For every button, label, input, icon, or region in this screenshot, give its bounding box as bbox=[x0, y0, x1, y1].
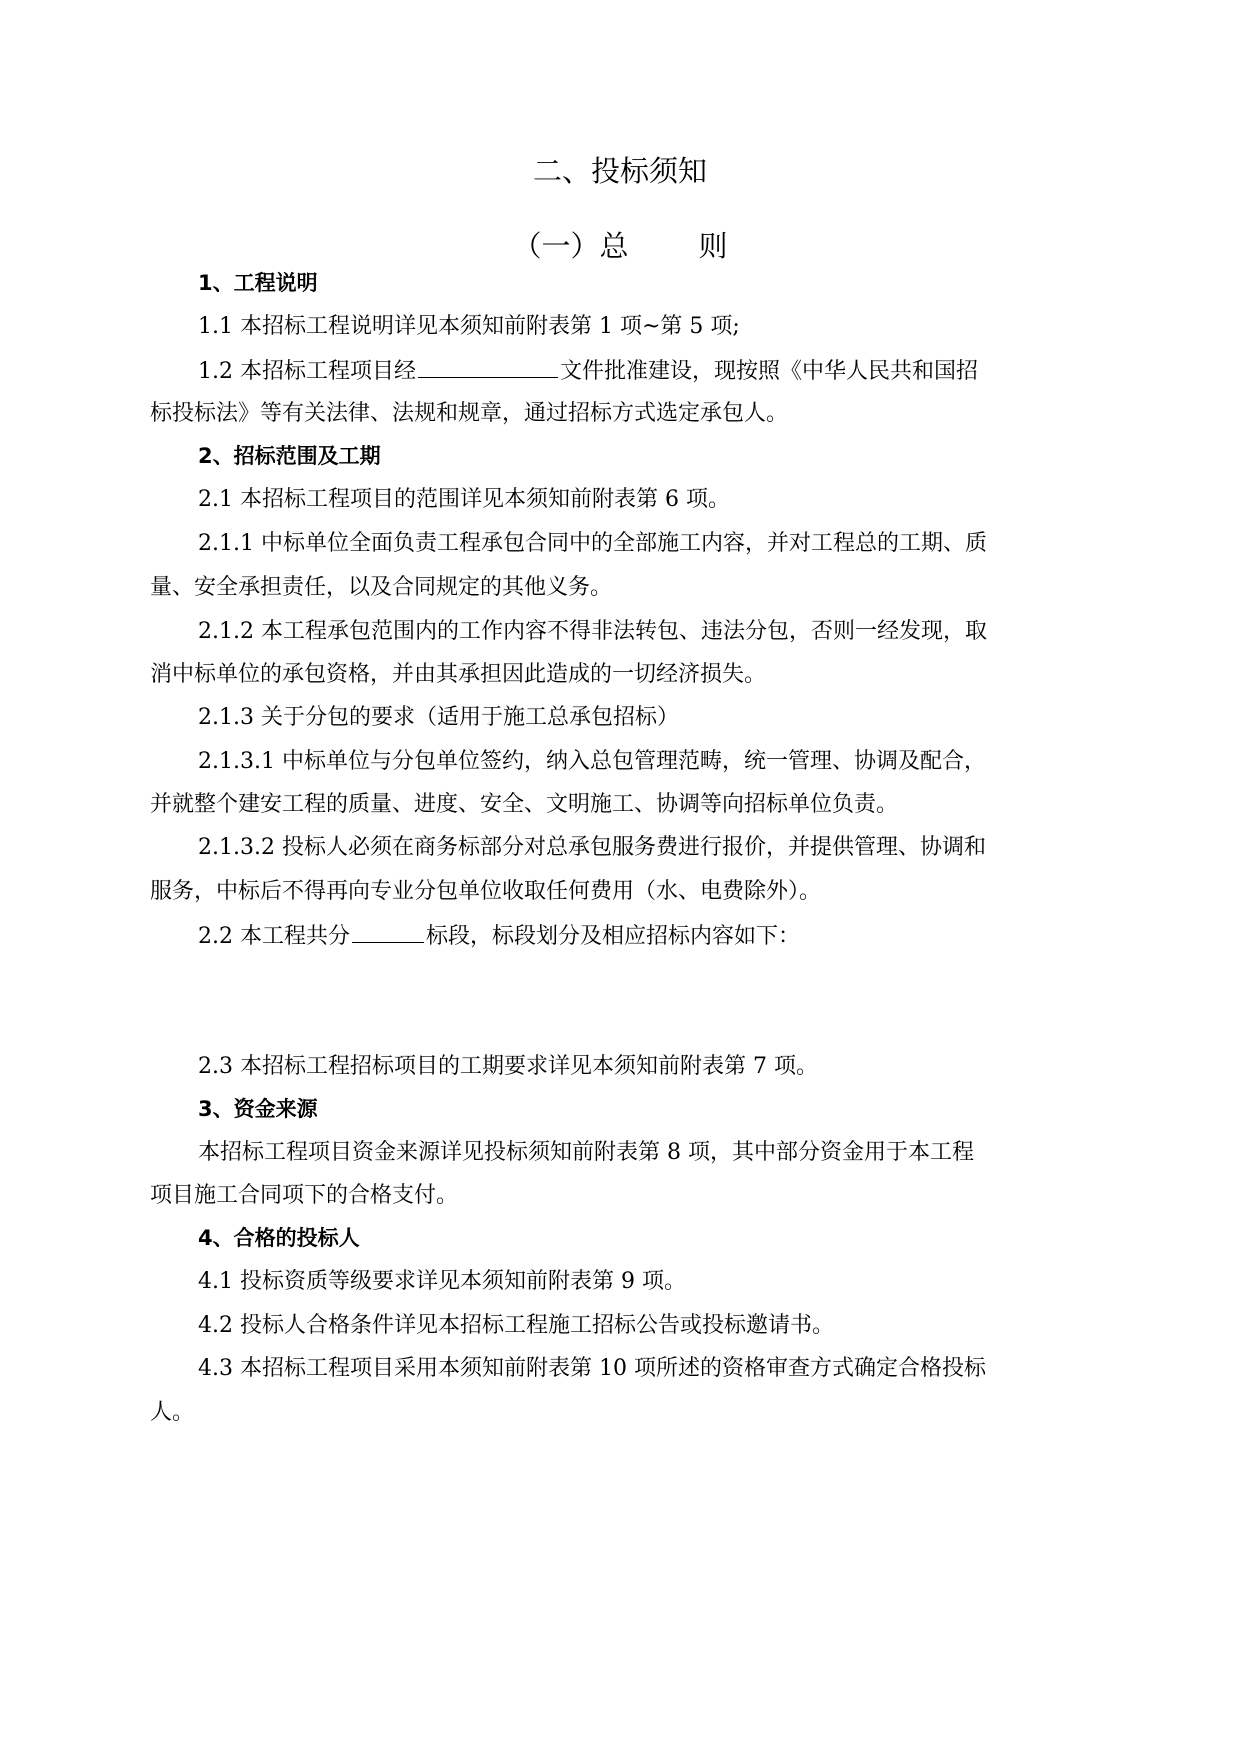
paragraph-1-2-line2: 标投标法》等有关法律、法规和规章，通过招标方式选定承包人。 bbox=[150, 401, 789, 426]
paragraph-1-1: 1.1 本招标工程说明详见本须知前附表第 1 项~第 5 项; bbox=[198, 314, 740, 339]
paragraph-4-3-line1: 4.3 本招标工程项目采用本须知前附表第 10 项所述的资格审查方式确定合格投标 bbox=[198, 1356, 986, 1381]
paragraph-2-1-3-2-line2: 服务，中标后不得再向专业分包单位收取任何费用（水、电费除外）。 bbox=[150, 879, 822, 904]
section-title-part1: （一）总 bbox=[512, 229, 629, 263]
fill-in-blank-section-count bbox=[352, 920, 424, 943]
paragraph-2-1-1-line2: 量、安全承担责任，以及合同规定的其他义务。 bbox=[150, 575, 613, 600]
paragraph-4-1: 4.1 投标资质等级要求详见本须知前附表第 9 项。 bbox=[198, 1269, 686, 1294]
paragraph-4-3-line2: 人。 bbox=[150, 1400, 195, 1425]
heading-2: 2、招标范围及工期 bbox=[198, 444, 381, 468]
section-title-part2: 则 bbox=[698, 229, 728, 263]
paragraph-2-2 bbox=[150, 920, 1138, 952]
heading-3: 3、资金来源 bbox=[198, 1097, 318, 1121]
paragraph-2-3: 2.3 本招标工程招标项目的工期要求详见本须知前附表第 7 项。 bbox=[198, 1054, 818, 1079]
paragraph-2-1-3-1-line1: 2.1.3.1 中标单位与分包单位签约，纳入总包管理范畴，统一管理、协调及配合， bbox=[198, 749, 986, 774]
paragraph-2-1-2-line2: 消中标单位的承包资格，并由其承担因此造成的一切经济损失。 bbox=[150, 662, 767, 687]
paragraph-3-line2: 项目施工合同项下的合格支付。 bbox=[150, 1183, 459, 1208]
paragraph-2-1-3-2-line1: 2.1.3.2 投标人必须在商务标部分对总承包服务费进行报价，并提供管理、协调和 bbox=[198, 835, 986, 860]
paragraph-2-1-3-1-line2: 并就整个建安工程的质量、进度、安全、文明施工、协调等向招标单位负责。 bbox=[150, 792, 899, 817]
paragraph-1-2-text-b: 文件批准建设，现按照《中华人民共和国招 bbox=[559, 359, 978, 384]
paragraph-2-1-2-line1: 2.1.2 本工程承包范围内的工作内容不得非法转包、违法分包，否则一经发现，取 bbox=[198, 619, 987, 644]
paragraph-4-2: 4.2 投标人合格条件详见本招标工程施工招标公告或投标邀请书。 bbox=[198, 1313, 834, 1338]
paragraph-2-2-text-b: 标段，标段划分及相应招标内容如下： bbox=[425, 924, 800, 949]
paragraph-2-2-text-a: 2.2 本工程共分 bbox=[198, 924, 350, 949]
paragraph-1-2-line1 bbox=[150, 355, 1138, 387]
paragraph-2-1: 2.1 本招标工程项目的范围详见本须知前附表第 6 项。 bbox=[198, 487, 730, 512]
paragraph-1-2-text-a: 1.2 本招标工程项目经 bbox=[198, 359, 416, 384]
fill-in-blank-approval-document bbox=[418, 355, 558, 378]
paragraph-2-1-3: 2.1.3 关于分包的要求（适用于施工总承包招标） bbox=[198, 705, 679, 730]
paragraph-3-line1: 本招标工程项目资金来源详见投标须知前附表第 8 项，其中部分资金用于本工程 bbox=[198, 1140, 974, 1165]
document-title: 二、投标须知 bbox=[532, 154, 707, 188]
paragraph-2-1-1-line1: 2.1.1 中标单位全面负责工程承包合同中的全部施工内容，并对工程总的工期、质 bbox=[198, 531, 987, 556]
section-title bbox=[150, 228, 1090, 264]
heading-4: 4、合格的投标人 bbox=[198, 1226, 360, 1250]
document-page bbox=[150, 0, 1090, 1754]
heading-1: 1、工程说明 bbox=[198, 271, 318, 295]
